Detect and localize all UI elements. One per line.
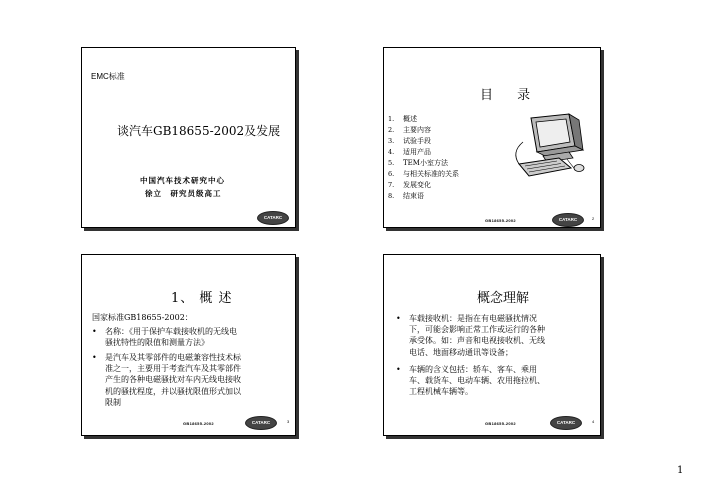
catarc-logo: CATARC [552, 213, 584, 227]
toc-item: 1. 概述 [388, 115, 417, 123]
toc-item: 2. 主要内容 [388, 126, 431, 134]
slide-2 [383, 47, 601, 228]
computer-clipart-icon [509, 112, 589, 180]
slide-3: 1、 概 述 国家标准GB18655-2002： • 名称：《用于保护车载接收机的无线电 骚扰特性的限值和测量方法》 • 是汽车及其零部件的电磁兼容性技术标 准之一，主要用于考查汽车及其零部件 产生的各种电磁骚扰对车内无线电接收 机的骚扰程度，并以骚扰限值形式加以 限制 GB18655-2002 CATARC 3 [81, 254, 296, 436]
slide-1 [81, 47, 296, 228]
slide-label: EMC标准 [91, 72, 125, 81]
toc-item: 7. 发展变化 [388, 181, 431, 189]
slide-number: 2 [592, 216, 595, 221]
toc-item: 4. 适用产品 [388, 148, 431, 156]
slide-title: 谈汽车GB18655-2002及发展 [117, 124, 281, 138]
slide-number: 3 [287, 419, 290, 424]
toc-item: 5. TEM小室方法 [388, 159, 448, 167]
toc-list [388, 114, 459, 202]
catarc-logo: CATARC [245, 416, 277, 430]
slide-footer: GB18655-2002 [485, 421, 516, 426]
slide-4: 概念理解 • 车载接收机：是指在有电磁骚扰情况 下，可能会影响正常工作或运行的各种 承受体。如：声音和电视接收机、无线 电话、地面移动通讯等设备； • 车辆的含义包括：轿车、客车、乘用 车、载货车、电动车辆、农用拖拉机、 工程机械车辆等。 GB18655-2002 CATARC 4 [383, 254, 601, 436]
catarc-logo: CATARC [550, 416, 582, 430]
toc-item: 8. 结束语 [388, 192, 424, 200]
page-number: 1 [677, 465, 684, 476]
author: 徐立 研究员级高工 [145, 189, 222, 198]
slide-title: 1、 概 述 [171, 291, 233, 306]
intro-text: 国家标准GB18655-2002： [92, 313, 193, 322]
toc-item: 6. 与相关标准的关系 [388, 170, 459, 178]
catarc-logo: CATARC [257, 211, 289, 225]
slide-title: 目 录 [480, 88, 541, 103]
slide-title: 概念理解 [477, 291, 530, 306]
slide-footer: GB18655-2002 [485, 218, 516, 223]
slide-number: 4 [592, 419, 595, 424]
organization: 中国汽车技术研究中心 [140, 176, 225, 185]
slide-footer: GB18655-2002 [183, 421, 214, 426]
toc-item: 3. 试验手段 [388, 137, 431, 145]
